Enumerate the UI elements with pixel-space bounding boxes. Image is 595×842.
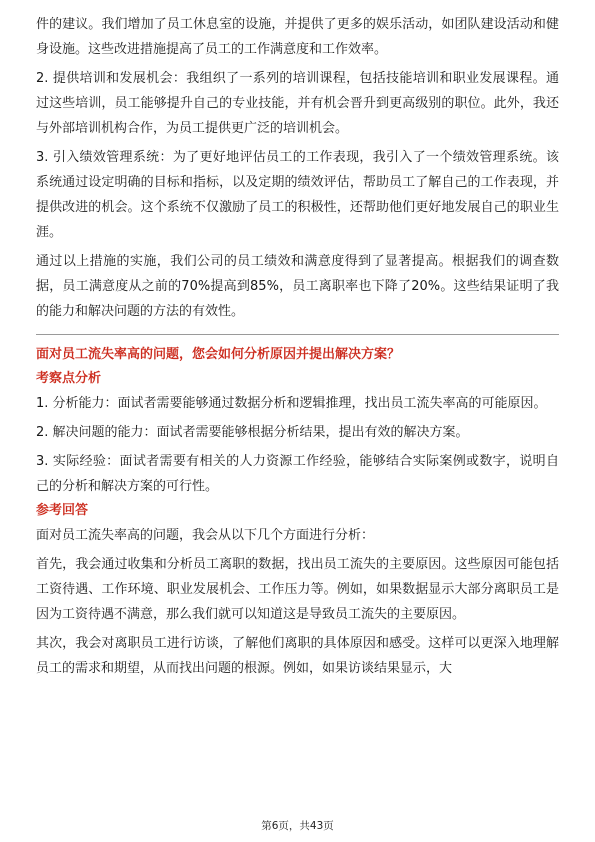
page-content xyxy=(36,12,559,681)
answer-paragraph: 面对员工流失率高的问题，我会从以下几个方面进行分析： xyxy=(36,528,375,543)
section-divider xyxy=(36,334,559,335)
analysis-heading: 考察点分析 xyxy=(36,371,102,386)
answer-paragraph: 其次，我会对离职员工进行访谈，了解他们离职的具体原因和感受。这样可以更深入地理解员工的需求和期望，从而找出问题的根源。例如，如果访谈结果显示，大 xyxy=(36,636,559,676)
analysis-item: 3. 实际经验：面试者需要有相关的人力资源工作经验，能够结合实际案例或数字，说明自己的分析和解决方案的可行性。 xyxy=(36,454,559,494)
list-item-training: 2. 提供培训和发展机会：我组织了一系列的培训课程，包括技能培训和职业发展课程。通过这些培训，员工能够提升自己的专业技能，并有机会晋升到更高级别的职位。此外，我还与外部培训机构合作，为员工提供更广泛的培训机会。 xyxy=(36,71,559,136)
answer-heading: 参考回答 xyxy=(36,503,89,518)
page-number-footer: 第6页，共43页 xyxy=(261,820,334,832)
analysis-item: 2. 解决问题的能力：面试者需要能够根据分析结果，提出有效的解决方案。 xyxy=(36,425,469,440)
summary-paragraph: 通过以上措施的实施，我们公司的员工绩效和满意度得到了显著提高。根据我们的调查数据，员工满意度从之前的70%提高到85%，员工离职率也下降了20%。这些结果证明了我的能力和解决问题的方法的有效性。 xyxy=(36,254,559,319)
answer-paragraph: 首先，我会通过收集和分析员工离职的数据，找出员工流失的主要原因。这些原因可能包括工资待遇、工作环境、职业发展机会、工作压力等。例如，如果数据显示大部分离职员工是因为工资待遇不满意，那么我们就可以知道这是导致员工流失的主要原因。 xyxy=(36,557,559,622)
list-item-performance: 3. 引入绩效管理系统：为了更好地评估员工的工作表现，我引入了一个绩效管理系统。该系统通过设定明确的目标和指标，以及定期的绩效评估，帮助员工了解自己的工作表现，并提供改进的机会。这个系统不仅激励了员工的积极性，还帮助他们更好地发展自己的职业生涯。 xyxy=(36,150,559,240)
analysis-item: 1. 分析能力：面试者需要能够通过数据分析和逻辑推理，找出员工流失率高的可能原因。 xyxy=(36,396,547,411)
question-heading: 面对员工流失率高的问题，您会如何分析原因并提出解决方案？ xyxy=(36,347,401,362)
paragraph-continued: 件的建议。我们增加了员工休息室的设施，并提供了更多的娱乐活动，如团队建设活动和健身设施。这些改进措施提高了员工的工作满意度和工作效率。 xyxy=(36,17,559,57)
